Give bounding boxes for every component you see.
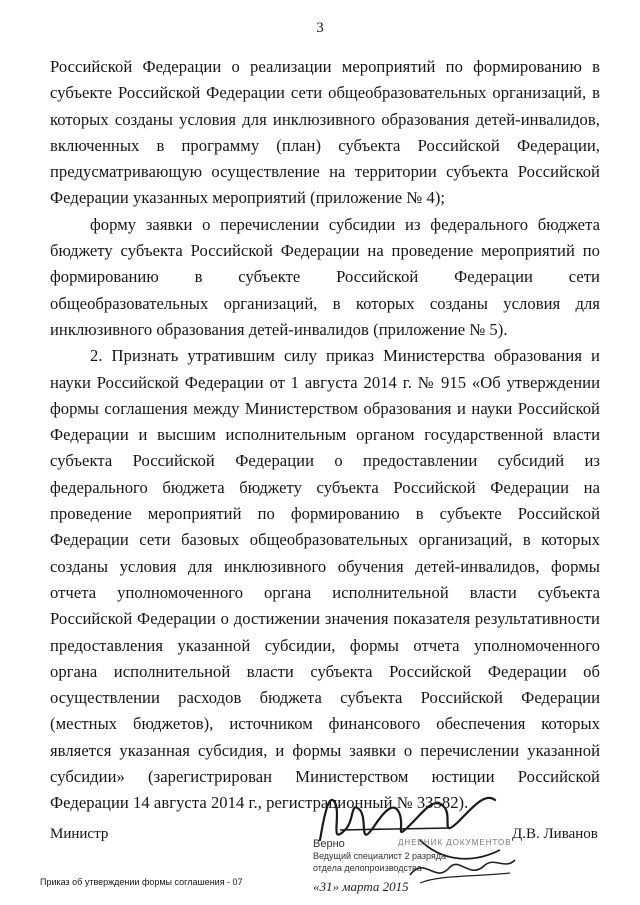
certification-department: отдела делопроизводства xyxy=(313,863,422,873)
paragraph-3: 2. Признать утратившим силу приказ Министерства образования и науки Российской Федерации от 1 августа 2014 г. № 915 «Об утверждении формы соглашения между Министерством образования и науки Российской Федерации и высшим исполнительным органом государственной власти субъекта Российской Федерации о предоставлении субсидий из федерального бюджета бюджету субъекта Российской Федерации на проведение мероприятий по формированию в субъекте Российской Федерации сети базовых общеобразовательных организаций, в которых созданы условия для инклюзивного обучения детей-инвалидов, формы отчета уполномоченного органа исполнительной власти субъекта Российской Федерации о достижении значения показателя результативности предоставления указанной субсидии, формы отчета уполномоченного органа исполнительной власти субъекта Российской Федерации об осуществлении расходов бюджета субъекта Российской Федерации (местных бюджетов), источником финансового обеспечения которых является указанная субсидия, и формы заявки о перечислении указанной субсидии» (зарегистрирован Министерством юстиции Российской Федерации 14 августа 2014 г., регистрационный № 33582). xyxy=(50,346,600,813)
certification-position: Ведущий специалист 2 разряда xyxy=(313,851,447,861)
paragraph-1: Российской Федерации о реализации мероприятий по формированию в субъекте Российской Федерации сети общеобразовательных организаций, в которых созданы условия для инклюзивного образования детей-инвалидов, включенных в программу (план) субъекта Российской Федерации, предусматривающую осуществление на территории субъекта Российской Федерации указанных мероприятий (приложение № 4); xyxy=(50,57,600,208)
certification-signature xyxy=(400,845,520,900)
stamp: ДНЕВНИК ДОКУМЕНТОВ xyxy=(398,838,512,847)
document-body xyxy=(50,54,600,817)
page-number: 3 xyxy=(316,20,324,36)
paragraph-2: форму заявки о перечислении субсидии из федерального бюджета бюджету субъекта Российской Федерации на проведение мероприятий по формированию в субъекте Российской Федерации сети общеобразовательных организаций, в которых созданы условия для инклюзивного образования детей-инвалидов (приложение № 5). xyxy=(50,214,600,339)
footer-note: Приказ об утверждении формы соглашения - 07 xyxy=(40,877,243,887)
certification-date: «31» марта 2015 xyxy=(313,879,409,894)
signatory-title: Министр xyxy=(50,826,109,842)
signatory-name: Д.В. Ливанов xyxy=(512,826,598,842)
certification-title: Верно xyxy=(313,838,345,850)
